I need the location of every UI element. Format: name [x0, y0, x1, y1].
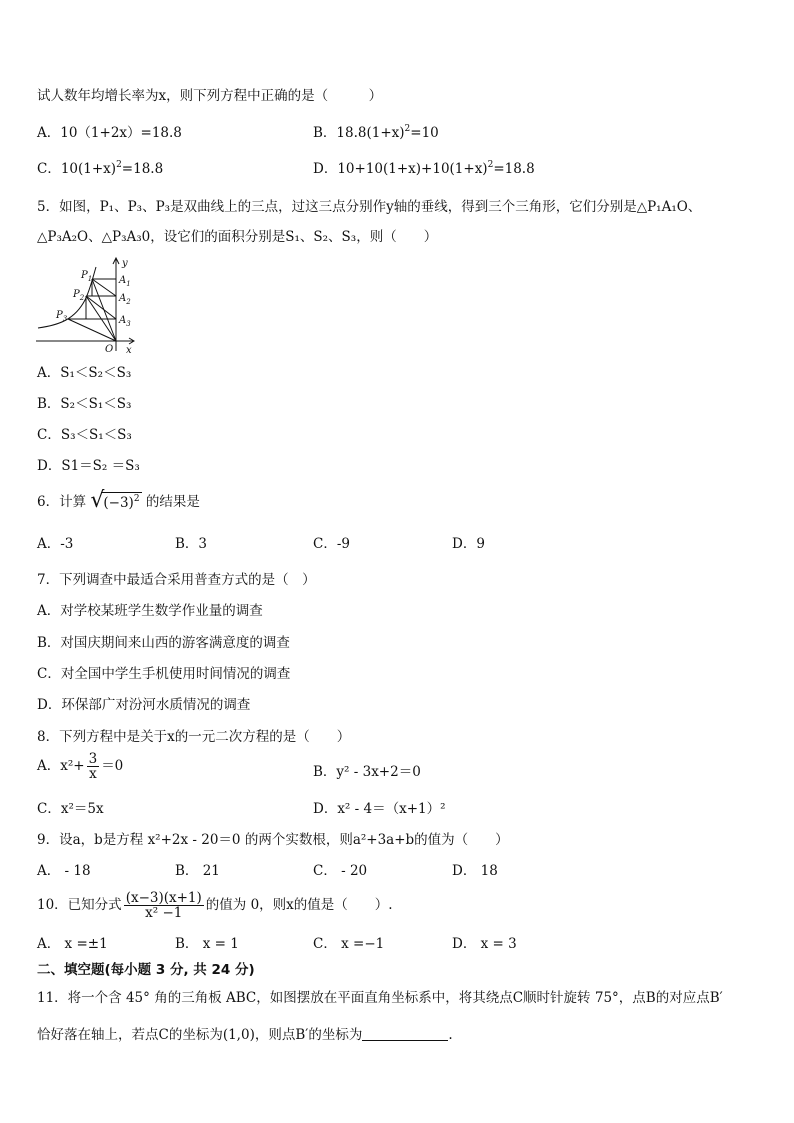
label-o: O [105, 344, 114, 355]
q6-option-a: A．-3 [37, 536, 74, 552]
answer-blank[interactable] [362, 1026, 448, 1041]
q5-hyperbola-figure [30, 255, 140, 355]
label-p3: $P_3$ [56, 310, 68, 323]
q4-stem: 试人数年均增长率为x，则下列方程中正确的是（ ） [37, 88, 383, 104]
q5-option-b: B．S₂＜S₁＜S₃ [37, 396, 132, 412]
segment-p2-a3 [86, 296, 116, 319]
q9-option-d: D． 18 [452, 863, 498, 879]
q8-option-c: C．x²＝5x [37, 801, 104, 817]
q7-option-b: B．对国庆期间来山西的游客满意度的调查 [37, 635, 290, 651]
q10-option-d: D． x = 3 [452, 936, 517, 952]
q6-option-d: D．9 [452, 536, 485, 552]
q4-option-c: C．$10(1+x)^2=18.8$ [37, 160, 164, 177]
fraction-3-over-x: $\frac{3}{x}$ [88, 751, 98, 782]
q5-option-d: D．S1＝S₂ ＝S₃ [37, 458, 140, 474]
q4-option-b: B．$18.8(1+x)^2=10$ [313, 124, 439, 141]
q7-option-c: C．对全国中学生手机使用时间情况的调查 [37, 666, 291, 682]
q10-option-a: A． x =±1 [37, 936, 108, 952]
q9-option-c: C． - 20 [313, 863, 368, 879]
q4-option-a: A．10（1+2x）=18.8 [37, 125, 182, 141]
q5-stem-line2: △P₃A₂O、△P₃A₃0，设它们的面积分别是S₁、S₂、S₃，则（ ） [37, 229, 438, 245]
q7-option-a: A．对学校某班学生数学作业量的调查 [37, 603, 263, 619]
q5-option-a: A．S₁＜S₂＜S₃ [37, 365, 132, 381]
q7-option-d: D．环保部广对汾河水质情况的调查 [37, 697, 251, 713]
label-y: y [122, 258, 128, 269]
q4-option-d: D．$10+10(1+x)+10(1+x)^2=18.8$ [313, 160, 535, 177]
q11-stem-line1: 11．将一个含 45° 角的三角板 ABC，如图摆放在平面直角坐标系中，将其绕点C顺时针旋转 75°，点B的对应点B′ [37, 990, 723, 1006]
q5-stem-line1: 5．如图，P₁、P₃、P₃是双曲线上的三点，过这三点分别作y轴的垂线，得到三个三角形，它们分别是△P₁A₁O、 [37, 199, 702, 215]
q10-option-c: C． x =−1 [313, 936, 385, 952]
fraction-expression: $\frac{(x-3)(x+1)}{\text{x² −1}}$ [125, 890, 202, 921]
q6-option-c: C．-9 [313, 536, 350, 552]
q10-stem: 10．已知分式 $\frac{(x-3)(x+1)}{\text{x² −1}}$ 的值为 0，则x的值是（ ）. [37, 890, 393, 921]
q8-option-b: B．y² - 3x+2＝0 [313, 764, 421, 780]
label-a3: $A_3$ [119, 315, 131, 328]
q9-option-a: A． - 18 [37, 863, 91, 879]
q8-stem: 8．下列方程中是关于x的一元二次方程的是（ ） [37, 729, 351, 745]
label-p2: $P_2$ [73, 289, 85, 302]
q7-stem: 7．下列调查中最适合采用普查方式的是（ ） [37, 572, 316, 588]
q6-stem: 6．计算 √ $(-3)^2$ 的结果是 [37, 488, 200, 513]
q11-stem-line2: 恰好落在轴上，若点C的坐标为(1,0)，则点B′的坐标为 . [37, 1027, 453, 1043]
q8-option-d: D．x² - 4＝（x+1）² [313, 801, 446, 817]
label-x: x [126, 345, 132, 355]
q10-option-b: B． x = 1 [175, 936, 239, 952]
q5-option-c: C．S₃＜S₁＜S₃ [37, 427, 132, 443]
q9-stem: 9．设a，b是方程 x²+2x - 20＝0 的两个实数根，则a²+3a+b的值为（ ） [37, 832, 509, 848]
q6-option-b: B．3 [175, 536, 208, 552]
section-heading: 二、填空题(每小题 3 分, 共 24 分) [37, 962, 255, 978]
label-a2: $A_2$ [119, 293, 131, 306]
sqrt-expression: √ $(-3)^2$ [90, 488, 140, 513]
q8-option-a: A．x²+ $\frac{3}{x}$ ＝0 [37, 751, 124, 782]
label-p1: $P_1$ [81, 270, 93, 283]
q9-option-b: B． 21 [175, 863, 220, 879]
label-a1: $A_1$ [119, 275, 131, 288]
